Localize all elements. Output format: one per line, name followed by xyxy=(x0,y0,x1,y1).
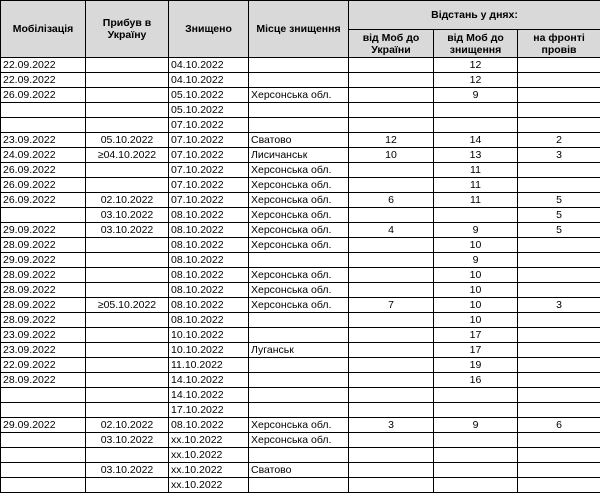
cell-from-mob-to-ukraine xyxy=(349,253,434,268)
cell-from-mob-to-destruction: 19 xyxy=(434,358,518,373)
cell-at-front xyxy=(518,403,600,418)
cell-arrival: 03.10.2022 xyxy=(86,208,169,223)
cell-arrival: 03.10.2022 xyxy=(86,433,169,448)
cell-mobilization: 29.09.2022 xyxy=(1,253,86,268)
cell-at-front xyxy=(518,388,600,403)
cell-arrival xyxy=(86,73,169,88)
cell-place xyxy=(249,388,349,403)
cell-mobilization xyxy=(1,208,86,223)
cell-from-mob-to-ukraine: 12 xyxy=(349,133,434,148)
cell-place xyxy=(249,58,349,73)
cell-at-front xyxy=(518,253,600,268)
cell-mobilization xyxy=(1,403,86,418)
cell-at-front: 5 xyxy=(518,193,600,208)
cell-mobilization xyxy=(1,448,86,463)
cell-mobilization: 28.09.2022 xyxy=(1,238,86,253)
header-destroyed: Знищено xyxy=(169,1,249,58)
cell-destroyed: 07.10.2022 xyxy=(169,133,249,148)
cell-at-front xyxy=(518,358,600,373)
cell-from-mob-to-destruction xyxy=(434,403,518,418)
cell-destroyed: 08.10.2022 xyxy=(169,223,249,238)
cell-from-mob-to-destruction: 9 xyxy=(434,88,518,103)
cell-arrival: 02.10.2022 xyxy=(86,418,169,433)
cell-mobilization xyxy=(1,103,86,118)
cell-destroyed: 10.10.2022 xyxy=(169,343,249,358)
cell-from-mob-to-destruction xyxy=(434,103,518,118)
cell-mobilization: 28.09.2022 xyxy=(1,298,86,313)
cell-place: Херсонська обл. xyxy=(249,223,349,238)
table-row xyxy=(1,73,600,88)
table-row xyxy=(1,418,600,433)
cell-destroyed: 04.10.2022 xyxy=(169,73,249,88)
cell-from-mob-to-destruction: 9 xyxy=(434,223,518,238)
header-from-mob-to-destruction: від Моб до знищення xyxy=(434,30,518,58)
cell-arrival: 02.10.2022 xyxy=(86,193,169,208)
cell-arrival xyxy=(86,343,169,358)
cell-destroyed: 08.10.2022 xyxy=(169,268,249,283)
cell-from-mob-to-destruction: 10 xyxy=(434,238,518,253)
cell-at-front xyxy=(518,283,600,298)
table-row xyxy=(1,88,600,103)
cell-destroyed: 08.10.2022 xyxy=(169,313,249,328)
cell-place xyxy=(249,448,349,463)
cell-arrival xyxy=(86,88,169,103)
cell-from-mob-to-ukraine: 6 xyxy=(349,193,434,208)
cell-at-front xyxy=(518,448,600,463)
cell-arrival xyxy=(86,283,169,298)
cell-destroyed: xx.10.2022 xyxy=(169,463,249,478)
table-row xyxy=(1,148,600,163)
cell-destroyed: 08.10.2022 xyxy=(169,208,249,223)
cell-destroyed: 07.10.2022 xyxy=(169,118,249,133)
cell-at-front xyxy=(518,328,600,343)
cell-at-front xyxy=(518,103,600,118)
cell-place: Херсонська обл. xyxy=(249,178,349,193)
header-arrival: Прибув в Україну xyxy=(86,1,169,58)
cell-from-mob-to-ukraine: 10 xyxy=(349,148,434,163)
table-row xyxy=(1,343,600,358)
table-row xyxy=(1,433,600,448)
table-row xyxy=(1,358,600,373)
cell-from-mob-to-ukraine xyxy=(349,358,434,373)
cell-arrival xyxy=(86,178,169,193)
header-mobilization: Мобілізація xyxy=(1,1,86,58)
cell-at-front: 5 xyxy=(518,208,600,223)
cell-at-front xyxy=(518,238,600,253)
cell-from-mob-to-ukraine xyxy=(349,343,434,358)
cell-mobilization: 28.09.2022 xyxy=(1,313,86,328)
cell-at-front xyxy=(518,433,600,448)
cell-arrival: 03.10.2022 xyxy=(86,463,169,478)
cell-destroyed: 05.10.2022 xyxy=(169,88,249,103)
table-row xyxy=(1,178,600,193)
cell-at-front xyxy=(518,478,600,493)
table-row xyxy=(1,103,600,118)
cell-place xyxy=(249,373,349,388)
table-row xyxy=(1,448,600,463)
cell-from-mob-to-destruction: 11 xyxy=(434,178,518,193)
cell-place: Лисичанськ xyxy=(249,148,349,163)
cell-at-front: 3 xyxy=(518,148,600,163)
cell-mobilization: 26.09.2022 xyxy=(1,163,86,178)
cell-from-mob-to-ukraine: 4 xyxy=(349,223,434,238)
cell-arrival xyxy=(86,403,169,418)
cell-destroyed: 11.10.2022 xyxy=(169,358,249,373)
cell-mobilization xyxy=(1,433,86,448)
cell-mobilization xyxy=(1,118,86,133)
cell-destroyed: 08.10.2022 xyxy=(169,418,249,433)
cell-at-front: 3 xyxy=(518,298,600,313)
cell-place: Херсонська обл. xyxy=(249,268,349,283)
cell-from-mob-to-destruction: 10 xyxy=(434,298,518,313)
header-place: Місце знищення xyxy=(249,1,349,58)
cell-place: Херсонська обл. xyxy=(249,433,349,448)
cell-from-mob-to-ukraine xyxy=(349,388,434,403)
table-row xyxy=(1,283,600,298)
cell-arrival xyxy=(86,268,169,283)
cell-arrival xyxy=(86,313,169,328)
table-row xyxy=(1,328,600,343)
cell-at-front xyxy=(518,163,600,178)
cell-place xyxy=(249,358,349,373)
cell-from-mob-to-ukraine xyxy=(349,73,434,88)
cell-mobilization: 28.09.2022 xyxy=(1,373,86,388)
table-row xyxy=(1,403,600,418)
cell-from-mob-to-destruction: 17 xyxy=(434,343,518,358)
cell-from-mob-to-ukraine xyxy=(349,178,434,193)
cell-place xyxy=(249,313,349,328)
header-distance-group: Відстань у днях: xyxy=(349,1,600,30)
cell-mobilization: 26.09.2022 xyxy=(1,178,86,193)
cell-destroyed: 04.10.2022 xyxy=(169,58,249,73)
cell-from-mob-to-destruction: 9 xyxy=(434,418,518,433)
cell-at-front xyxy=(518,73,600,88)
cell-mobilization: 22.09.2022 xyxy=(1,358,86,373)
cell-from-mob-to-destruction xyxy=(434,478,518,493)
cell-place xyxy=(249,403,349,418)
cell-arrival xyxy=(86,253,169,268)
cell-place xyxy=(249,328,349,343)
cell-at-front: 2 xyxy=(518,133,600,148)
cell-from-mob-to-ukraine: 3 xyxy=(349,418,434,433)
cell-destroyed: 14.10.2022 xyxy=(169,388,249,403)
cell-from-mob-to-ukraine xyxy=(349,208,434,223)
cell-place: Херсонська обл. xyxy=(249,163,349,178)
cell-at-front xyxy=(518,463,600,478)
cell-place: Херсонська обл. xyxy=(249,418,349,433)
cell-place xyxy=(249,118,349,133)
cell-destroyed: xx.10.2022 xyxy=(169,448,249,463)
cell-from-mob-to-destruction: 10 xyxy=(434,268,518,283)
cell-arrival xyxy=(86,163,169,178)
cell-arrival: ≥04.10.2022 xyxy=(86,148,169,163)
cell-mobilization xyxy=(1,463,86,478)
cell-arrival: 05.10.2022 xyxy=(86,133,169,148)
cell-from-mob-to-ukraine xyxy=(349,58,434,73)
cell-mobilization: 29.09.2022 xyxy=(1,418,86,433)
header-from-mob-to-ukraine: від Моб до України xyxy=(349,30,434,58)
cell-from-mob-to-ukraine xyxy=(349,463,434,478)
table-row xyxy=(1,193,600,208)
cell-arrival xyxy=(86,448,169,463)
cell-place: Херсонська обл. xyxy=(249,208,349,223)
cell-mobilization: 26.09.2022 xyxy=(1,88,86,103)
header-at-front: на фронті провів xyxy=(518,30,600,58)
cell-mobilization: 29.09.2022 xyxy=(1,223,86,238)
cell-from-mob-to-ukraine xyxy=(349,268,434,283)
cell-destroyed: 08.10.2022 xyxy=(169,298,249,313)
table-row xyxy=(1,478,600,493)
table-row xyxy=(1,133,600,148)
cell-from-mob-to-destruction: 13 xyxy=(434,148,518,163)
cell-from-mob-to-destruction: 10 xyxy=(434,283,518,298)
cell-destroyed: 05.10.2022 xyxy=(169,103,249,118)
cell-mobilization: 26.09.2022 xyxy=(1,193,86,208)
cell-arrival xyxy=(86,328,169,343)
cell-mobilization: 24.09.2022 xyxy=(1,148,86,163)
cell-at-front xyxy=(518,88,600,103)
cell-destroyed: xx.10.2022 xyxy=(169,478,249,493)
cell-destroyed: 07.10.2022 xyxy=(169,148,249,163)
cell-place xyxy=(249,103,349,118)
table-row xyxy=(1,163,600,178)
cell-from-mob-to-destruction: 11 xyxy=(434,193,518,208)
cell-from-mob-to-ukraine xyxy=(349,448,434,463)
cell-arrival xyxy=(86,358,169,373)
table-row xyxy=(1,253,600,268)
cell-destroyed: 08.10.2022 xyxy=(169,253,249,268)
table-header xyxy=(1,1,600,58)
cell-place: Херсонська обл. xyxy=(249,283,349,298)
cell-arrival: ≥05.10.2022 xyxy=(86,298,169,313)
cell-destroyed: 07.10.2022 xyxy=(169,193,249,208)
cell-from-mob-to-destruction: 17 xyxy=(434,328,518,343)
cell-mobilization xyxy=(1,388,86,403)
cell-place: Херсонська обл. xyxy=(249,193,349,208)
cell-from-mob-to-ukraine xyxy=(349,328,434,343)
cell-destroyed: 14.10.2022 xyxy=(169,373,249,388)
cell-at-front: 5 xyxy=(518,223,600,238)
table-row xyxy=(1,238,600,253)
cell-arrival: 03.10.2022 xyxy=(86,223,169,238)
cell-from-mob-to-destruction: 12 xyxy=(434,58,518,73)
table-row xyxy=(1,463,600,478)
cell-at-front: 6 xyxy=(518,418,600,433)
cell-from-mob-to-ukraine xyxy=(349,163,434,178)
cell-from-mob-to-ukraine: 7 xyxy=(349,298,434,313)
cell-from-mob-to-ukraine xyxy=(349,118,434,133)
table-row xyxy=(1,58,600,73)
cell-from-mob-to-ukraine xyxy=(349,433,434,448)
cell-from-mob-to-destruction xyxy=(434,388,518,403)
cell-mobilization: 22.09.2022 xyxy=(1,58,86,73)
table-row xyxy=(1,268,600,283)
cell-place: Херсонська обл. xyxy=(249,238,349,253)
cell-at-front xyxy=(518,343,600,358)
cell-from-mob-to-ukraine xyxy=(349,373,434,388)
cell-from-mob-to-destruction xyxy=(434,463,518,478)
cell-at-front xyxy=(518,373,600,388)
cell-at-front xyxy=(518,178,600,193)
cell-at-front xyxy=(518,268,600,283)
cell-from-mob-to-ukraine xyxy=(349,103,434,118)
cell-arrival xyxy=(86,478,169,493)
cell-place: Сватово xyxy=(249,133,349,148)
cell-mobilization xyxy=(1,478,86,493)
cell-from-mob-to-ukraine xyxy=(349,283,434,298)
table-row xyxy=(1,388,600,403)
cell-from-mob-to-destruction: 12 xyxy=(434,73,518,88)
cell-mobilization: 23.09.2022 xyxy=(1,133,86,148)
cell-place: Херсонська обл. xyxy=(249,298,349,313)
cell-place: Сватово xyxy=(249,463,349,478)
cell-destroyed: 08.10.2022 xyxy=(169,283,249,298)
cell-place: Херсонська обл. xyxy=(249,88,349,103)
cell-destroyed: 17.10.2022 xyxy=(169,403,249,418)
cell-mobilization: 22.09.2022 xyxy=(1,73,86,88)
cell-place xyxy=(249,253,349,268)
cell-destroyed: xx.10.2022 xyxy=(169,433,249,448)
cell-at-front xyxy=(518,118,600,133)
cell-arrival xyxy=(86,118,169,133)
cell-from-mob-to-ukraine xyxy=(349,478,434,493)
table-row xyxy=(1,118,600,133)
table-row xyxy=(1,223,600,238)
cell-mobilization: 23.09.2022 xyxy=(1,328,86,343)
cell-arrival xyxy=(86,103,169,118)
cell-mobilization: 28.09.2022 xyxy=(1,268,86,283)
cell-from-mob-to-ukraine xyxy=(349,88,434,103)
cell-from-mob-to-destruction: 16 xyxy=(434,373,518,388)
table-row xyxy=(1,313,600,328)
cell-from-mob-to-ukraine xyxy=(349,238,434,253)
cell-from-mob-to-destruction xyxy=(434,448,518,463)
cell-arrival xyxy=(86,238,169,253)
cell-destroyed: 10.10.2022 xyxy=(169,328,249,343)
cell-destroyed: 07.10.2022 xyxy=(169,163,249,178)
cell-from-mob-to-destruction xyxy=(434,433,518,448)
table-body xyxy=(1,58,600,493)
cell-from-mob-to-destruction: 14 xyxy=(434,133,518,148)
cell-from-mob-to-destruction xyxy=(434,208,518,223)
cell-arrival xyxy=(86,58,169,73)
cell-destroyed: 07.10.2022 xyxy=(169,178,249,193)
cell-mobilization: 28.09.2022 xyxy=(1,283,86,298)
cell-at-front xyxy=(518,58,600,73)
table-row xyxy=(1,373,600,388)
cell-place xyxy=(249,478,349,493)
cell-arrival xyxy=(86,388,169,403)
cell-from-mob-to-ukraine xyxy=(349,313,434,328)
cell-at-front xyxy=(518,313,600,328)
cell-from-mob-to-destruction xyxy=(434,118,518,133)
cell-from-mob-to-ukraine xyxy=(349,403,434,418)
cell-place: Луганськ xyxy=(249,343,349,358)
table-row xyxy=(1,208,600,223)
cell-from-mob-to-destruction: 9 xyxy=(434,253,518,268)
cell-destroyed: 08.10.2022 xyxy=(169,238,249,253)
cell-arrival xyxy=(86,373,169,388)
cell-mobilization: 23.09.2022 xyxy=(1,343,86,358)
cell-from-mob-to-destruction: 11 xyxy=(434,163,518,178)
table-row xyxy=(1,298,600,313)
cell-from-mob-to-destruction: 10 xyxy=(434,313,518,328)
cell-place xyxy=(249,73,349,88)
